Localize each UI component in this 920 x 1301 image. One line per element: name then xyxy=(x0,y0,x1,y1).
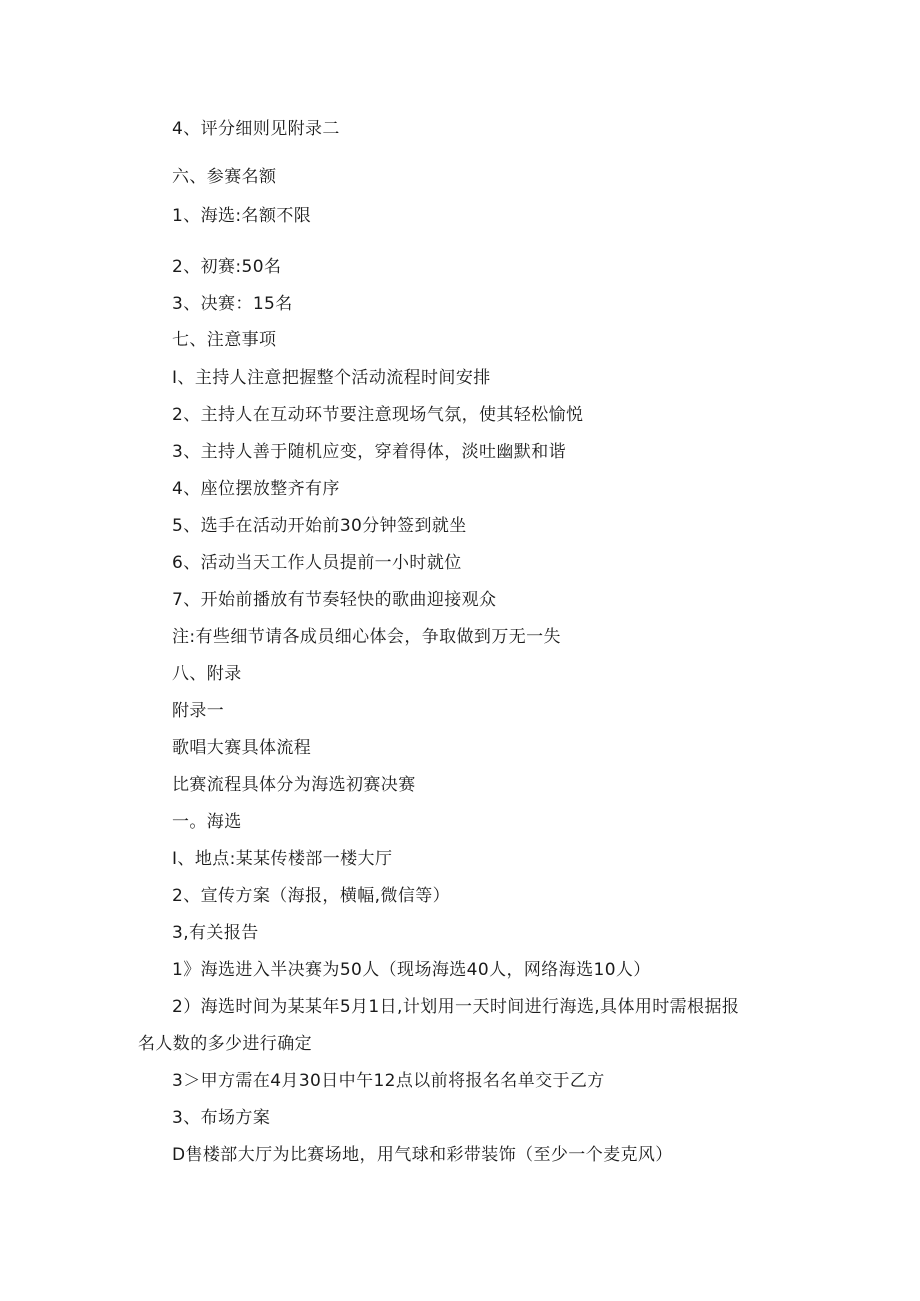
audition-location-line: I、地点:某某传楼部一楼大厅 xyxy=(172,849,393,869)
related-report-line: 3,有关报告 xyxy=(172,923,259,943)
report-item-2-continued: 名人数的多少进行确定 xyxy=(138,1034,312,1054)
audition-quota-line: 1、海选:名额不限 xyxy=(172,206,312,226)
note-item-1: I、主持人注意把握整个活动流程时间安排 xyxy=(172,368,491,388)
promotion-plan-line: 2、宣传方案（海报，横幅,微信等） xyxy=(172,886,451,906)
audition-heading: 一。海选 xyxy=(172,812,242,832)
contest-process-title: 歌唱大赛具体流程 xyxy=(172,738,312,758)
scoring-rules-line: 4、评分细则见附录二 xyxy=(172,119,340,139)
note-item-7: 7、开始前播放有节奏轻快的歌曲迎接观众 xyxy=(172,590,497,610)
section-participants-heading: 六、参赛名额 xyxy=(172,167,277,187)
final-quota-line: 3、决赛：15名 xyxy=(172,294,293,314)
report-item-1: 1》海选进入半决赛为50人（现场海选40人，网络海选10人） xyxy=(172,960,651,980)
section-appendix-heading: 八、附录 xyxy=(172,664,242,684)
process-overview-line: 比赛流程具体分为海选初赛决赛 xyxy=(172,775,416,795)
appendix-one-title: 附录一 xyxy=(172,701,225,721)
note-item-5: 5、选手在活动开始前30分钟签到就坐 xyxy=(172,516,467,536)
report-item-3: 3＞甲方需在4月30日中午12点以前将报名名单交于乙方 xyxy=(172,1071,605,1091)
note-item-6: 6、活动当天工作人员提前一小时就位 xyxy=(172,553,462,573)
note-item-4: 4、座位摆放整齐有序 xyxy=(172,479,340,499)
preliminary-quota-line: 2、初赛:50名 xyxy=(172,257,282,277)
report-item-2: 2）海选时间为某某年5月1日,计划用一天时间进行海选,具体用时需根据报 xyxy=(172,997,740,1017)
venue-plan-item-1: D售楼部大厅为比赛场地，用气球和彩带装饰（至少一个麦克风） xyxy=(172,1145,673,1165)
note-item-2: 2、主持人在互动环节要注意现场气氛，使其轻松愉悦 xyxy=(172,405,584,425)
note-remark: 注:有些细节请各成员细心体会，争取做到万无一失 xyxy=(172,627,561,647)
section-notes-heading: 七、注意事项 xyxy=(172,330,277,350)
venue-plan-heading: 3、布场方案 xyxy=(172,1108,271,1128)
note-item-3: 3、主持人善于随机应变，穿着得体，淡吐幽默和谐 xyxy=(172,442,567,462)
